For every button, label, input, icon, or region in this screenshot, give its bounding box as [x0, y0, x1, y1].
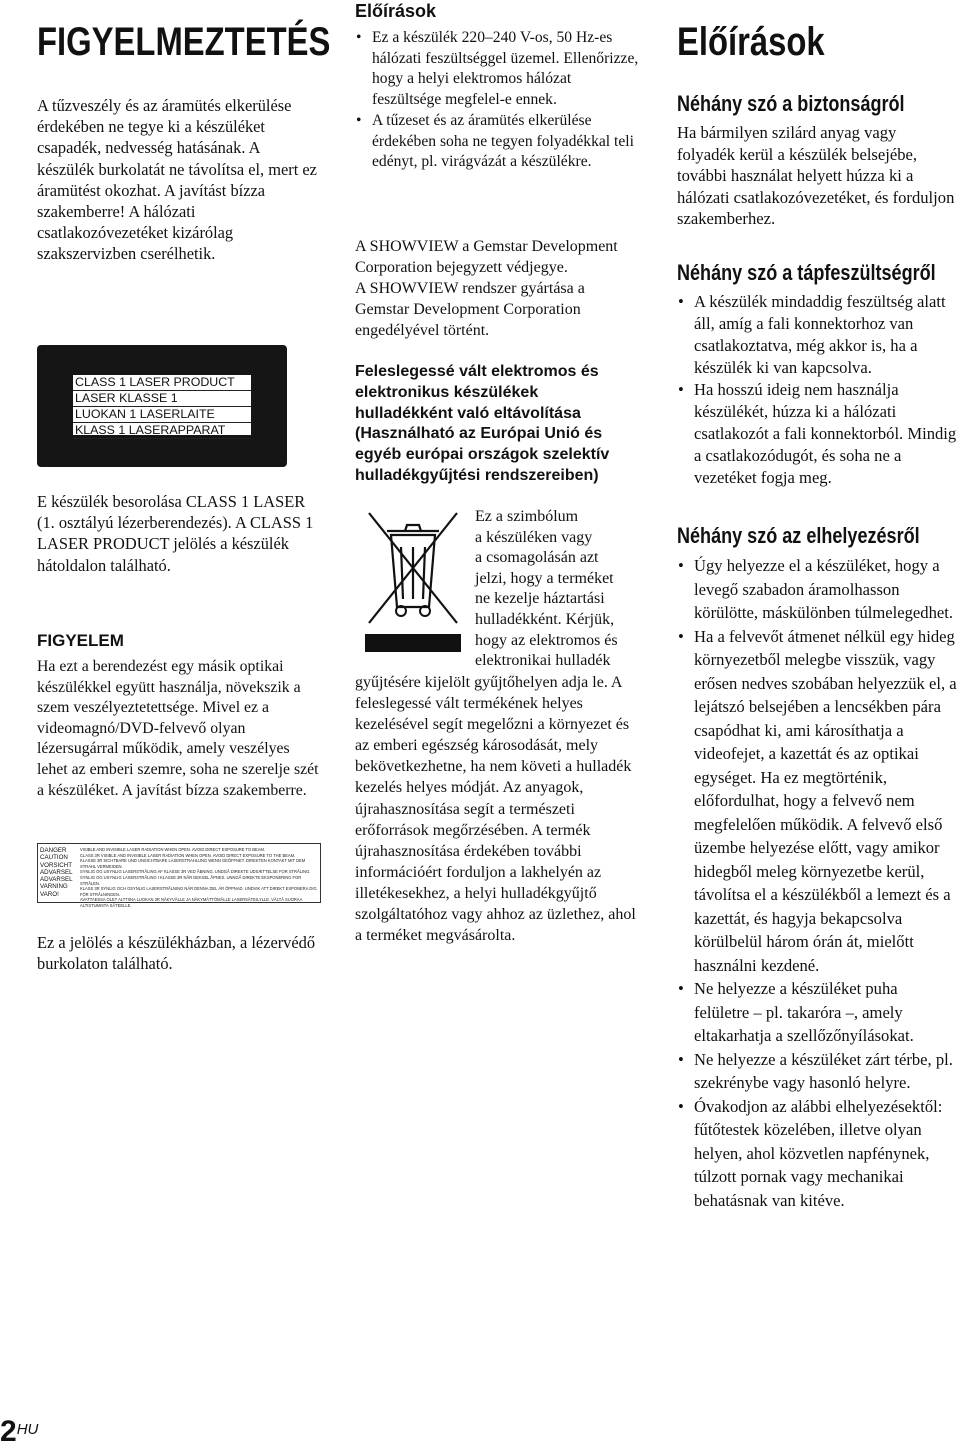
page-number-digit: 2 — [0, 1415, 17, 1448]
safety-heading: Néhány szó a biztonságról — [677, 91, 905, 116]
weee-line: elektronikai hulladék — [475, 652, 611, 670]
laser-line: LUOKAN 1 LASERLAITE — [73, 407, 251, 423]
caution-word: CAUTION — [40, 854, 68, 862]
weee-line: a csomagolásán azt — [475, 549, 599, 567]
warning-text: Ha ezt a berendezést egy másik optikai készülékkel együtt használja, növekszik a szem veszélyeztetettsége. Mivel ez a videomagnó/DVD-felvevő olyan lézersugárral működik, amely veszélyes lehet az emberi szemre, soha ne szerelje szét a készüléket. A javítást bízza szakemberre. — [37, 658, 319, 799]
laser-class-text: E készülék besorolása CLASS 1 LASER (1. osztályú lézerberendezés). A CLASS 1 LASER PRODUCT jelölés a készülék hátoldalon található. — [37, 492, 314, 575]
laser-line: KLASS 1 LASERAPPARAT — [73, 423, 251, 439]
warning-heading: FIGYELEM — [37, 631, 124, 650]
laser-line: LASER KLASSE 1 — [73, 391, 251, 407]
list-item: • Úgy helyezze el a készüléket, hogy a levegő szabadon áramolhasson körülötte, máskülönben túlmelegedhet. — [677, 554, 957, 625]
caution-word: VARNING — [40, 883, 68, 891]
power-heading: Néhány szó a tápfeszültségről — [677, 260, 936, 285]
caution-line: SYNLIG OG USYNLIG LASERSTRÅLING I KLASSE 3R NÅR DEKSEL ÅPNES. UNNGÅ DIREKTE EKSPONERING FOR STRÅLEN. — [80, 874, 302, 886]
list-item: • Ha hosszú ideig nem használja készülékét, húzza ki a hálózati csatlakozót a fali konnektorból. Mindig a csatlakozódugót, és soha ne a vezetéket fogja meg. — [677, 379, 957, 489]
caution-line: AVATTAESSA OLET ALTTIINA LUOKAN 3R NÄKYVÄLLE JA NÄKYMÄTTÖMÄLLE LASERSÄTEILYLLE. VÄLTÄ SUORAA ALTISTUMISTA SÄTEELLE. — [80, 897, 303, 908]
placement-heading: Néhány szó az elhelyezésről — [677, 523, 920, 548]
precautions-title: Előírások — [677, 20, 825, 64]
caution-word: VARO! — [40, 890, 59, 898]
label-location-text: Ez a jelölés a készülékházban, a lézervédő burkolaton található. — [37, 933, 316, 974]
list-item: • Ha a felvevőt átmenet nélkül egy hideg környezetből melegbe visszük, vagy erősen nedves szobában helyezzük el, a lejátszó belsejében a lencsékben pára csapódhat ki, ami károsíthatja a videofejet, a kazettát és az optikai egységet. Ha ez megtörténik, előfordulhat, hogy a felvevő nem megfelelően működik. A felvevő első üzembe helyezése előtt, vagy amikor hidegből meleg környezetbe kerül, távolítsa el a készülékből a lemezt és a kazettát, és hagyja bekapcsolva körülbelül három órán át, mielőtt használni kezdené. — [677, 625, 957, 978]
waste-disposal-heading: Feleslegessé vált elektromos és elektronikus készülékek hulladékként való eltávolítása (Használható az Európai Unió és egyéb európai országok szelektív hulladékgyűjtési rendszereiben) — [355, 363, 610, 484]
caution-line: CLASS 3R VISIBLE AND INVISIBLE LASER RADIATION WHEN OPEN. AVOID DIRECT EXPOSURE TO THE BEAM. — [80, 852, 296, 858]
weee-text — [475, 507, 650, 672]
crossed-out-bin-icon — [363, 507, 463, 652]
laser-caution-label — [37, 843, 321, 908]
weee-line: jelzi, hogy a terméket — [475, 569, 614, 587]
weee-line: hogy az elektromos és — [475, 631, 618, 649]
laser-line: CLASS 1 LASER PRODUCT — [73, 375, 251, 391]
weee-line: Ez a szimbólum — [475, 508, 579, 525]
list-item: • A tűzeset és az áramütés elkerülése érdekében soha ne tegyen folyadékkal teli edényt, pl. virágvázát a készülékre. — [355, 111, 640, 173]
laser-class-label — [37, 345, 287, 467]
waste-disposal-text: gyűjtésére kijelölt gyűjtőhelyen adja le. A feleslegessé vált termékének helyes kezelésével segít megelőzni a környezet és az emberi egészség károsodását, mely bekövetkezhetne, ha nem követi a hulladék kezelés helyes módját. Az anyagok, újrahasznosítása segít a természeti erőforrások megőrzésében. A termék újrahasznosítása érdekében további információért forduljon a lakhelyén az illetékesekhez, a helyi hulladékgyűjtő szolgáltatóhoz vagy ahhoz az üzlethez, ahol a terméket megvásárolta. — [355, 674, 636, 945]
list-item: • A készülék mindaddig feszültség alatt áll, amíg a fali konnektorhoz van csatlakoztatva, még akkor is, ha a készülék ki van kapcsolva. — [677, 291, 957, 379]
caution-line: SYNLIG OG USYNLIG LASERSTRÅLING AF KLASSE 3R VED ÅBNING. UNDGÅ DIREKTE UDSÆTTELSE FOR STRÅLING. — [80, 869, 311, 875]
caution-word: ADVARSEL — [40, 868, 73, 876]
weee-line: hulladékként. Kérjük, — [475, 610, 615, 628]
regulations-heading: Előírások — [355, 1, 437, 21]
list-item: • Óvakodjon az alábbi elhelyezésektől: fűtőtestek közelében, illetve olyan helyen, ahol közvetlen napfénynek, túlzott pornak vagy mechanikai behatásnak van kitéve. — [677, 1095, 957, 1213]
weee-line: a készüléken vagy — [475, 528, 593, 546]
caution-line: KLASS 3R SYNLIG OCH OSYNLIG LASERSTRÅLNING NÄR DENNA DEL ÄR ÖPPNAD. UNDVIK ATT DIREKT EXPONERA DIG FÖR STRÅLNINGEN. — [80, 886, 317, 897]
list-item: • Ne helyezze a készüléket zárt térbe, pl. szekrénybe vagy hasonló helyre. — [677, 1048, 957, 1095]
page-title: FIGYELMEZTETÉS — [37, 20, 331, 64]
caution-word: DANGER — [40, 847, 67, 854]
power-list — [677, 291, 957, 489]
regulations-list — [355, 28, 640, 173]
showview-trademark: A SHOWVIEW a Gemstar Development Corporation bejegyzett védjegye. — [355, 238, 618, 277]
fire-warning-text: A tűzveszély és az áramütés elkerülése érdekében ne tegye ki a készüléket csapadék, nedvesség hatásának. A készülék burkolatát ne távolítsa el, mert ez áramütést okozhat. A javítást bízza szakemberre! A hálózati csatlakozóvezetéket kizárólag szakszervizben cserélhetik. — [37, 96, 317, 264]
caution-line: VISIBLE AND INVISIBLE LASER RADIATION WHEN OPEN. AVOID DIRECT EXPOSURE TO BEAM. — [80, 847, 266, 852]
caution-line: KLASSE 3R SICHTBARE UND UNSICHTBARE LASERSTRAHLUNG WENN GEÖFFNET. DIREKTEN KONTAKT MIT DEM STRAHL VERMEIDEN. — [80, 858, 306, 869]
language-code: HU — [16, 1421, 39, 1438]
placement-list — [677, 554, 957, 1212]
caution-word: VORSICHT — [40, 861, 72, 869]
list-item: • Ez a készülék 220–240 V-os, 50 Hz-es hálózati feszültséggel üzemel. Ellenőrizze, hogy a helyi elektromos hálózat feszültsége megfelel-e ennek. — [355, 28, 640, 111]
page-number — [0, 1417, 38, 1447]
weee-line: ne kezelje háztartási — [475, 590, 605, 608]
caution-word: ADVARSEL — [40, 876, 73, 884]
showview-license: A SHOWVIEW rendszer gyártása a Gemstar Development Corporation engedélyével történt. — [355, 280, 585, 340]
safety-text: Ha bármilyen szilárd anyag vagy folyadék kerül a készülék belsejébe, további használat helyett húzza ki a hálózati csatlakozóvezetéket, és forduljon szakemberhez. — [677, 123, 955, 229]
list-item: • Ne helyezze a készüléket puha felületre – pl. takaróra –, amely eltakarhatja a szellőzőnyílásokat. — [677, 977, 957, 1048]
